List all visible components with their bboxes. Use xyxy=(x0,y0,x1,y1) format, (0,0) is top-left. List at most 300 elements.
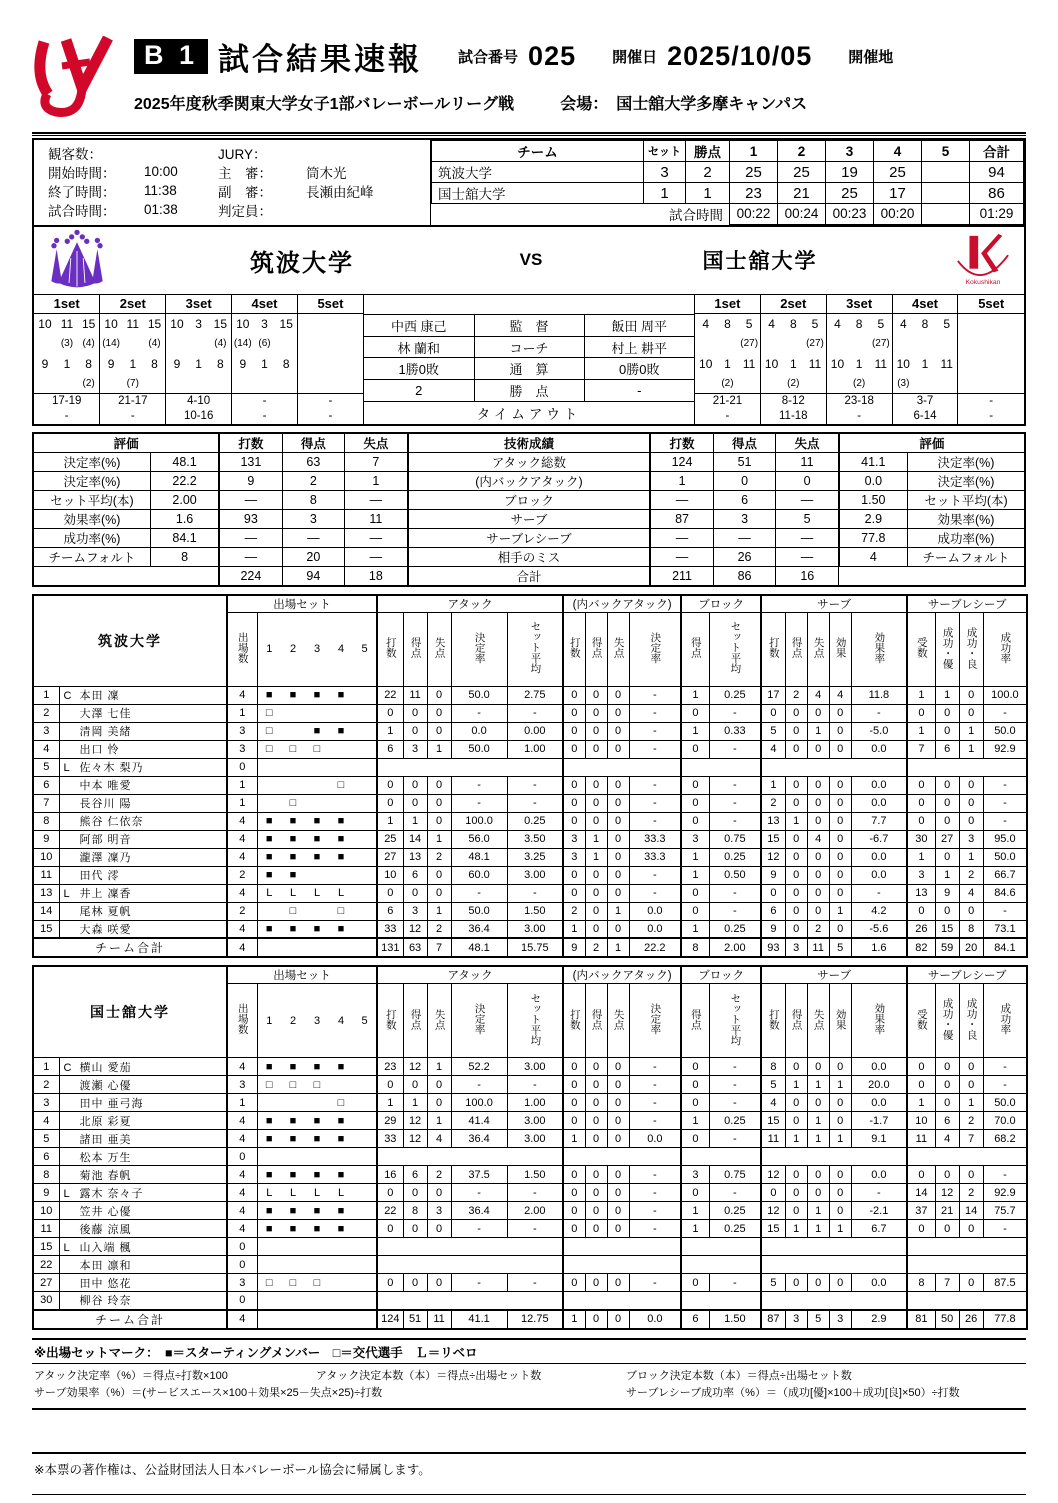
back-stat: - xyxy=(629,1112,681,1130)
serve-total-stat: 3 xyxy=(785,938,807,957)
stat-column-header xyxy=(507,984,563,1058)
score-sets-won: 3 xyxy=(644,162,686,183)
table-row xyxy=(695,295,1025,314)
serve-stat: 2 xyxy=(785,686,807,704)
set-mark: ■ xyxy=(257,920,281,938)
stats-eval-label: 効果率(%) xyxy=(908,509,1026,528)
player-name-cell xyxy=(59,1184,227,1202)
receive-total-stat: 20 xyxy=(959,938,983,957)
sets-played-count: 4 xyxy=(227,1112,257,1130)
back-stat: 0 xyxy=(585,776,607,794)
stat-empty xyxy=(907,1292,1027,1310)
serve-stat: 0 xyxy=(807,848,829,866)
back-stat: 0 xyxy=(563,722,585,740)
attack-total-stat: 15.75 xyxy=(507,938,563,957)
stats-value: 63 xyxy=(282,452,345,471)
set-rotation-cell: (4) xyxy=(144,334,166,354)
back-stat: 0 xyxy=(607,776,629,794)
set-mark xyxy=(353,1130,377,1148)
stats-value: 131 xyxy=(219,452,282,471)
stat-column-header xyxy=(377,984,403,1058)
attack-stat: 1 xyxy=(427,830,451,848)
attack-total-stat: 48.1 xyxy=(451,938,507,957)
stats-eval-value: 2.00 xyxy=(150,490,219,509)
player-name-cell xyxy=(59,1274,227,1292)
player-name-cell xyxy=(59,1220,227,1238)
player-name-cell xyxy=(59,1058,227,1076)
score-header-cell: 3 xyxy=(826,141,874,162)
set-rotation-cell: 5 xyxy=(804,314,826,334)
table-row xyxy=(364,380,694,402)
receive-stat: 92.9 xyxy=(983,1184,1027,1202)
player-name-cell xyxy=(59,884,227,902)
back-stat: 0 xyxy=(585,920,607,938)
serve-stat: 4 xyxy=(807,830,829,848)
serve-stat: 0 xyxy=(829,1166,851,1184)
attack-stat: 0 xyxy=(403,776,427,794)
attack-stat: - xyxy=(507,884,563,902)
column-header-label: 得点 xyxy=(689,1008,702,1030)
stat-column-header xyxy=(585,612,607,686)
set-mark: ■ xyxy=(281,686,305,704)
serve-stat: 0 xyxy=(829,794,851,812)
serve-stat: - xyxy=(851,1184,907,1202)
table-row xyxy=(364,402,694,424)
back-stat: 0 xyxy=(607,1184,629,1202)
tsukuba-logo-icon xyxy=(46,228,108,293)
bench-row-label: 監 督 xyxy=(474,314,584,336)
stat-empty xyxy=(563,1238,681,1256)
set-mark xyxy=(353,902,377,920)
player-name: 菊池 春帆 xyxy=(79,1169,132,1182)
stats-value: 26 xyxy=(713,547,776,566)
attack-stat: - xyxy=(451,884,507,902)
serve-stat: 0 xyxy=(761,1184,785,1202)
serve-stat: 0 xyxy=(829,1274,851,1292)
stat-column-header xyxy=(829,984,851,1058)
stat-column-header xyxy=(851,612,907,686)
receive-stat: 13 xyxy=(907,884,935,902)
sets-played-count: 4 xyxy=(227,848,257,866)
back-stat: - xyxy=(629,740,681,758)
score-set-time: 00:24 xyxy=(778,204,826,225)
serve-stat: 8 xyxy=(761,1058,785,1076)
stat-group-header: サーブレシーブ xyxy=(907,595,1027,613)
stat-empty xyxy=(681,1148,761,1166)
block-total-stat: 1.50 xyxy=(709,1310,761,1329)
score-header-cell: 勝点 xyxy=(686,141,730,162)
serve-stat: 1 xyxy=(807,1202,829,1220)
score-team-name: 筑波大学 xyxy=(432,162,644,183)
receive-stat: 37 xyxy=(907,1202,935,1220)
column-header-label: 成功・良 xyxy=(965,626,978,669)
player-row xyxy=(33,1076,1027,1094)
stat-empty xyxy=(563,1292,681,1310)
attack-stat: 0 xyxy=(377,1076,403,1094)
serve-stat: 2 xyxy=(807,920,829,938)
score-set-points: 19 xyxy=(826,162,874,183)
player-position: C xyxy=(63,1061,72,1074)
set-mark: ■ xyxy=(305,1220,329,1238)
serve-stat: 1 xyxy=(807,1130,829,1148)
count-header xyxy=(227,612,257,686)
receive-stat: 0 xyxy=(935,1058,959,1076)
back-total-stat: 0 xyxy=(607,1310,629,1329)
sets-played-count: 1 xyxy=(227,794,257,812)
serve-stat: 0 xyxy=(829,776,851,794)
serve-total-stat: 1.6 xyxy=(851,938,907,957)
timeout-score: 6-14 xyxy=(892,409,958,424)
sets-played-count: 3 xyxy=(227,722,257,740)
stat-column-header xyxy=(585,984,607,1058)
sets-played-count: 1 xyxy=(227,776,257,794)
set-rotation-cell xyxy=(319,374,341,394)
block-stat: - xyxy=(709,704,761,722)
player-row xyxy=(33,1166,1027,1184)
player-number: 4 xyxy=(33,740,59,758)
receive-stat: 0 xyxy=(935,1094,959,1112)
serve-stat: 0 xyxy=(785,1274,807,1292)
column-header-label: 決定率 xyxy=(649,1003,662,1035)
attack-stat: 0 xyxy=(377,776,403,794)
player-name: 尾林 夏帆 xyxy=(79,906,132,918)
set-rotation-cell xyxy=(782,334,804,354)
serve-stat: -5.6 xyxy=(851,920,907,938)
table-row xyxy=(695,314,1025,334)
kokushikan-logo-icon xyxy=(954,232,1012,288)
set-rotation-cell: 8 xyxy=(789,316,797,331)
player-name-cell xyxy=(59,1166,227,1184)
attack-stat: 1 xyxy=(427,1112,451,1130)
serve-stat: 0 xyxy=(785,920,807,938)
serve-stat: 1 xyxy=(829,1220,851,1238)
serve-stat: 12 xyxy=(761,1166,785,1184)
back-stat: - xyxy=(629,884,681,902)
score-set-points xyxy=(922,162,970,183)
back-stat: 0 xyxy=(585,1184,607,1202)
stats-value: 11 xyxy=(776,452,839,471)
set-mark: ■ xyxy=(257,1112,281,1130)
player-row xyxy=(33,794,1027,812)
set-rotation-cell: 3 xyxy=(195,316,202,331)
receive-stat: 0 xyxy=(959,1076,983,1094)
set-rotation-cell: (2) xyxy=(787,377,800,389)
sets-played-count: 0 xyxy=(227,758,257,776)
receive-stat: 7 xyxy=(907,740,935,758)
score-header-cell: 合計 xyxy=(970,141,1024,162)
attack-total-stat: 41.1 xyxy=(451,1310,507,1329)
stats-empty xyxy=(839,566,1025,586)
back-total-stat: 2 xyxy=(585,938,607,957)
stat-column-header xyxy=(983,984,1027,1058)
score-match-points: 1 xyxy=(686,183,730,204)
match-no-label: 試合番号 xyxy=(458,49,519,66)
stat-column-header xyxy=(629,984,681,1058)
column-header-label: 効果 xyxy=(834,637,847,658)
set-mark xyxy=(353,1274,377,1292)
set-number-header: 3 xyxy=(305,612,329,686)
serve-stat: 0 xyxy=(829,1184,851,1202)
player-name-cell xyxy=(59,1202,227,1220)
block-stat: 0.75 xyxy=(709,1166,761,1184)
set-mark: □ xyxy=(281,902,305,920)
team-total-row xyxy=(33,1310,1027,1329)
attack-stat: - xyxy=(507,776,563,794)
receive-stat: 0 xyxy=(959,1166,983,1184)
player-number: 1 xyxy=(33,686,59,704)
serve-stat: 11.8 xyxy=(851,686,907,704)
away-record: 0勝0敗 xyxy=(584,358,694,380)
receive-stat: 9 xyxy=(935,884,959,902)
stat-column-header xyxy=(907,612,935,686)
column-header-label: 効果 xyxy=(834,1008,847,1030)
end-time: 11:38 xyxy=(144,183,177,198)
set-rotation-cell xyxy=(958,354,980,374)
stat-column-header xyxy=(427,612,451,686)
score-time-label: 試合時間 xyxy=(432,204,730,225)
set-mark: ■ xyxy=(329,1112,353,1130)
sets-played-count: 0 xyxy=(227,1292,257,1310)
set-mark xyxy=(329,740,353,758)
receive-stat: 3 xyxy=(959,830,983,848)
receive-stat: 0 xyxy=(959,1058,983,1076)
serve-stat: 0 xyxy=(829,722,851,740)
stats-eval-value: 77.8 xyxy=(839,528,908,547)
table-row xyxy=(695,374,1025,394)
copyright: ※本票の著作権は、公益財団法人日本バレーボール協会に帰属します。 xyxy=(32,1452,1026,1495)
receive-stat: 0 xyxy=(959,812,983,830)
back-stat: 0 xyxy=(607,740,629,758)
set-header: 3set xyxy=(166,295,232,314)
set-mark: L xyxy=(305,884,329,902)
receive-stat: - xyxy=(983,902,1027,920)
attack-stat: 100.0 xyxy=(451,812,507,830)
set-rotation-cell xyxy=(1002,354,1024,374)
set-header: 4set xyxy=(232,295,298,314)
serve-stat: 13 xyxy=(761,812,785,830)
back-stat: 0 xyxy=(563,704,585,722)
player-table-team-name: 筑波大学 xyxy=(33,595,227,687)
timeout-score: 10-16 xyxy=(166,409,232,424)
back-stat: 0 xyxy=(607,1166,629,1184)
set-rotation-cell xyxy=(695,374,717,394)
back-stat: 0 xyxy=(607,794,629,812)
stats-eval-value: 8 xyxy=(150,547,219,566)
set-rotation-cell xyxy=(760,334,782,354)
set-rotation-cell xyxy=(297,334,319,354)
attack-stat: 12 xyxy=(403,920,427,938)
serve-stat: 0 xyxy=(807,776,829,794)
player-name: 笠井 心優 xyxy=(79,1205,132,1218)
stats-eval-label: セット平均(本) xyxy=(908,490,1026,509)
stats-eval-label: 決定率(%) xyxy=(33,471,150,490)
receive-stat: 26 xyxy=(907,920,935,938)
serve-total-stat: 2.9 xyxy=(851,1310,907,1329)
block-stat: - xyxy=(709,794,761,812)
attack-stat: 0 xyxy=(427,794,451,812)
stats-skill-label: サーブ xyxy=(408,509,651,528)
receive-stat: 100.0 xyxy=(983,686,1027,704)
attack-total-stat: 51 xyxy=(403,1310,427,1329)
back-stat: 0.0 xyxy=(629,1130,681,1148)
receive-stat: 3 xyxy=(907,866,935,884)
set-mark: □ xyxy=(257,1274,281,1292)
attack-stat: 50.0 xyxy=(451,686,507,704)
set-rotation-cell xyxy=(958,334,980,354)
set-mark: ■ xyxy=(281,920,305,938)
serve-stat: 0 xyxy=(761,884,785,902)
stats-skill-label: アタック総数 xyxy=(408,452,651,471)
set-mark: ■ xyxy=(305,1058,329,1076)
serve-stat: 0.0 xyxy=(851,1274,907,1292)
set-rotation-cell: 11 xyxy=(870,354,892,374)
set-number-header: 5 xyxy=(353,984,377,1058)
serve-stat: -6.7 xyxy=(851,830,907,848)
stats-value: — xyxy=(219,528,282,547)
attack-stat: 3.25 xyxy=(507,848,563,866)
stats-value: 20 xyxy=(282,547,345,566)
column-header-label: 得点 xyxy=(790,637,803,658)
table-row xyxy=(34,314,364,334)
player-row xyxy=(33,902,1027,920)
receive-stat: 0 xyxy=(907,794,935,812)
stats-eval-value: 1.50 xyxy=(839,490,908,509)
attack-stat: 14 xyxy=(403,830,427,848)
bench-row-label: 通 算 xyxy=(474,358,584,380)
block-stat: 0 xyxy=(681,740,709,758)
column-header-label: 成功率 xyxy=(999,631,1012,664)
set-mark: ■ xyxy=(305,920,329,938)
back-stat: 1 xyxy=(607,902,629,920)
set-mark xyxy=(353,1058,377,1076)
column-header-label: 成功・優 xyxy=(941,626,954,669)
receive-stat: 4 xyxy=(959,884,983,902)
block-stat: 0.25 xyxy=(709,848,761,866)
serve-stat: 20.0 xyxy=(851,1076,907,1094)
set-mark xyxy=(353,884,377,902)
set-mark: ■ xyxy=(257,1166,281,1184)
stats-eval-label: 成功率(%) xyxy=(908,528,1026,547)
set-mark xyxy=(281,722,305,740)
attack-stat: 25 xyxy=(377,830,403,848)
attack-stat: 0 xyxy=(427,884,451,902)
table-row xyxy=(34,354,364,374)
receive-stat: 0 xyxy=(935,812,959,830)
table-row xyxy=(432,183,1024,204)
officials-box xyxy=(32,138,431,227)
player-name: 後藤 涼風 xyxy=(79,1223,132,1236)
player-name-cell xyxy=(59,1076,227,1094)
attack-stat: - xyxy=(451,1076,507,1094)
set-mark: ■ xyxy=(281,866,305,884)
receive-stat: 2 xyxy=(959,866,983,884)
attack-stat: 22 xyxy=(377,1202,403,1220)
table-row xyxy=(364,358,694,380)
set-number-header: 3 xyxy=(305,984,329,1058)
receive-stat: 0 xyxy=(935,1166,959,1184)
attack-stat: 0.25 xyxy=(507,812,563,830)
receive-stat: 0 xyxy=(959,1220,983,1238)
attack-stat: 0 xyxy=(377,1184,403,1202)
receive-stat: 0 xyxy=(959,1274,983,1292)
block-stat: 0 xyxy=(681,1094,709,1112)
attack-stat: 6 xyxy=(403,866,427,884)
set-mark xyxy=(353,830,377,848)
stats-eval-value: 84.1 xyxy=(150,528,219,547)
match-date: 2025/10/05 xyxy=(667,41,813,71)
set-rotation-cell xyxy=(210,374,232,394)
back-stat: 0 xyxy=(585,1274,607,1292)
serve-stat: 0 xyxy=(807,740,829,758)
attack-total-stat: 7 xyxy=(427,938,451,957)
set-mark xyxy=(353,1202,377,1220)
league-name: 2025年度秋季関東大学女子1部バレーボールリーグ戦 xyxy=(134,96,515,113)
set-rotation-cell xyxy=(980,354,1002,374)
serve-stat: 12 xyxy=(761,848,785,866)
player-name: 田中 亜弓海 xyxy=(79,1097,144,1110)
stat-group-header: (内バックアタック) xyxy=(563,966,681,984)
receive-total-stat: 59 xyxy=(935,938,959,957)
back-stat: 0 xyxy=(563,1220,585,1238)
block-stat: - xyxy=(709,776,761,794)
receive-stat: 1 xyxy=(935,686,959,704)
serve-stat: 0 xyxy=(807,866,829,884)
back-stat: 0 xyxy=(607,1220,629,1238)
set-rotation-cell xyxy=(892,334,914,354)
stats-value: 2 xyxy=(282,471,345,490)
set-rotation-cell xyxy=(738,374,760,394)
set-mark xyxy=(305,704,329,722)
stats-eval-header: 評価 xyxy=(33,433,219,453)
back-stat: 0 xyxy=(585,902,607,920)
serve-stat: 0 xyxy=(807,1058,829,1076)
receive-total-stat: 50 xyxy=(935,1310,959,1329)
timeout-score: - xyxy=(328,410,333,422)
column-header-label: 受数 xyxy=(915,637,928,658)
timeout-score: 21-17 xyxy=(100,394,166,409)
score-header-cell: セット xyxy=(644,141,686,162)
player-name-cell xyxy=(59,686,227,704)
set-rotation-cell: 8 xyxy=(921,316,929,331)
player-number: 11 xyxy=(33,866,59,884)
set-number-header: 5 xyxy=(353,612,377,686)
back-stat: 0 xyxy=(585,686,607,704)
receive-stat: - xyxy=(983,1058,1027,1076)
set-rotation-cell: 1 xyxy=(724,356,731,371)
back-stat: - xyxy=(629,1166,681,1184)
stat-column-header xyxy=(761,984,785,1058)
receive-total-stat: 82 xyxy=(907,938,935,957)
set-rotation-cell: (4) xyxy=(210,334,232,354)
column-header-label: 成功・優 xyxy=(941,998,954,1040)
set-mark xyxy=(353,1184,377,1202)
stat-empty xyxy=(563,1256,681,1274)
back-stat: 0 xyxy=(563,866,585,884)
serve-stat: 0 xyxy=(807,1094,829,1112)
player-row xyxy=(33,686,1027,704)
player-number: 2 xyxy=(33,704,59,722)
set-mark: ■ xyxy=(305,722,329,740)
column-header-label: 決定率 xyxy=(649,631,662,664)
stat-column-header xyxy=(563,612,585,686)
receive-stat: 0 xyxy=(907,1058,935,1076)
set-rotation-cell: 5 xyxy=(936,314,958,334)
table-row xyxy=(364,295,694,315)
receive-stat: 0 xyxy=(907,812,935,830)
block-stat: 0.25 xyxy=(709,920,761,938)
bench-box xyxy=(364,295,694,424)
set-mark: □ xyxy=(329,776,353,794)
